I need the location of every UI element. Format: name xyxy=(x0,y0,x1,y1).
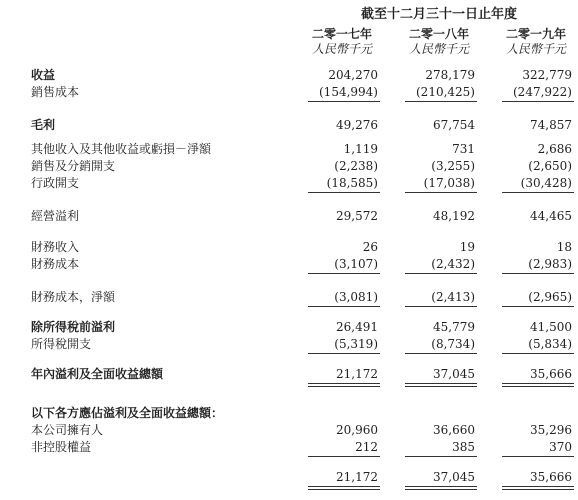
row-value: 41,500 xyxy=(530,320,572,334)
row-value: (210,425) xyxy=(416,85,475,99)
row-value: (247,922) xyxy=(513,85,572,99)
underline xyxy=(405,273,477,274)
row-label: 財務收入 xyxy=(31,240,80,254)
underline xyxy=(502,353,574,354)
row-value: (17,038) xyxy=(423,176,475,190)
row-value: (18,585) xyxy=(326,176,378,190)
row-value: (8,734) xyxy=(431,337,475,351)
underline xyxy=(308,192,380,193)
row-value: (2,238) xyxy=(334,159,378,173)
row-value: (3,255) xyxy=(431,159,475,173)
unit-label-2018: 人民幣千元 xyxy=(408,42,469,56)
underline xyxy=(502,273,574,274)
row-value: 44,465 xyxy=(530,209,572,223)
row-value: (30,428) xyxy=(520,176,572,190)
row-value: 35,666 xyxy=(530,470,572,484)
row-value: 278,179 xyxy=(425,68,475,82)
row-value: 48,192 xyxy=(433,209,475,223)
underline xyxy=(405,353,477,354)
row-label: 以下各方應佔溢利及全面收益總額： xyxy=(31,406,224,420)
row-label: 財務成本 xyxy=(31,257,80,271)
row-value: (2,983) xyxy=(528,257,572,271)
row-value: 212 xyxy=(355,440,378,454)
row-value: 37,045 xyxy=(433,367,475,381)
underline xyxy=(405,101,477,102)
row-value: 322,779 xyxy=(522,68,572,82)
row-label: 除所得稅前溢利 xyxy=(31,320,116,334)
row-value: 18 xyxy=(556,240,572,254)
row-value: (3,081) xyxy=(334,290,378,304)
row-label: 財務成本，淨額 xyxy=(31,290,116,304)
row-value: 67,754 xyxy=(433,118,475,132)
row-value: (2,432) xyxy=(431,257,475,271)
row-label: 年內溢利及全面收益總額 xyxy=(31,367,164,381)
row-value: 29,572 xyxy=(336,209,378,223)
row-value: 35,666 xyxy=(530,367,572,381)
underline xyxy=(502,101,574,102)
double-underline xyxy=(502,486,574,490)
underline xyxy=(405,306,477,307)
row-value: 21,172 xyxy=(336,367,378,381)
row-value: 37,045 xyxy=(433,470,475,484)
underline xyxy=(308,273,380,274)
row-value: 19 xyxy=(459,240,475,254)
underline xyxy=(308,456,380,457)
underline xyxy=(405,192,477,193)
row-value: 49,276 xyxy=(336,118,378,132)
row-value: (2,413) xyxy=(431,290,475,304)
row-value: 36,660 xyxy=(433,423,475,437)
year-header-2019: 二零一九年 xyxy=(505,27,566,41)
row-value: 385 xyxy=(452,440,475,454)
row-label: 其他收入及其他收益或虧損－淨額 xyxy=(31,142,212,156)
row-value: (2,650) xyxy=(528,159,572,173)
row-value: 1,119 xyxy=(343,142,378,156)
underline xyxy=(502,306,574,307)
row-label: 行政開支 xyxy=(31,176,80,190)
row-value: 74,857 xyxy=(530,118,572,132)
row-label: 毛利 xyxy=(31,118,56,132)
row-value: 35,296 xyxy=(530,423,572,437)
row-value: (5,834) xyxy=(528,337,572,351)
row-value: 21,172 xyxy=(336,470,378,484)
row-value: (154,994) xyxy=(319,85,378,99)
year-header-2018: 二零一八年 xyxy=(408,27,469,41)
row-value: 204,270 xyxy=(328,68,378,82)
double-underline xyxy=(308,383,380,387)
row-value: 731 xyxy=(452,142,475,156)
period-header: 截至十二月三十一日止年度 xyxy=(360,7,517,22)
row-label: 本公司擁有人 xyxy=(31,423,104,437)
row-value: 45,779 xyxy=(433,320,475,334)
row-value: (5,319) xyxy=(334,337,378,351)
row-value: (2,965) xyxy=(528,290,572,304)
underline xyxy=(308,101,380,102)
row-label: 銷售及分銷開支 xyxy=(31,159,116,173)
double-underline xyxy=(308,486,380,490)
row-label: 收益 xyxy=(31,68,56,82)
double-underline xyxy=(405,486,477,490)
unit-label-2019: 人民幣千元 xyxy=(505,42,566,56)
double-underline xyxy=(405,383,477,387)
unit-label-2017: 人民幣千元 xyxy=(311,42,372,56)
row-label: 非控股權益 xyxy=(31,440,92,454)
row-label: 經營溢利 xyxy=(31,209,80,223)
row-value: 2,686 xyxy=(537,142,572,156)
row-value: 370 xyxy=(549,440,572,454)
underline xyxy=(502,456,574,457)
double-underline xyxy=(502,383,574,387)
row-value: (3,107) xyxy=(334,257,378,271)
year-header-2017: 二零一七年 xyxy=(311,27,372,41)
row-label: 銷售成本 xyxy=(31,85,80,99)
row-label: 所得稅開支 xyxy=(31,337,92,351)
underline xyxy=(502,192,574,193)
row-value: 20,960 xyxy=(336,423,378,437)
row-value: 26 xyxy=(362,240,378,254)
underline xyxy=(308,353,380,354)
underline xyxy=(405,456,477,457)
underline xyxy=(308,306,380,307)
row-value: 26,491 xyxy=(336,320,378,334)
